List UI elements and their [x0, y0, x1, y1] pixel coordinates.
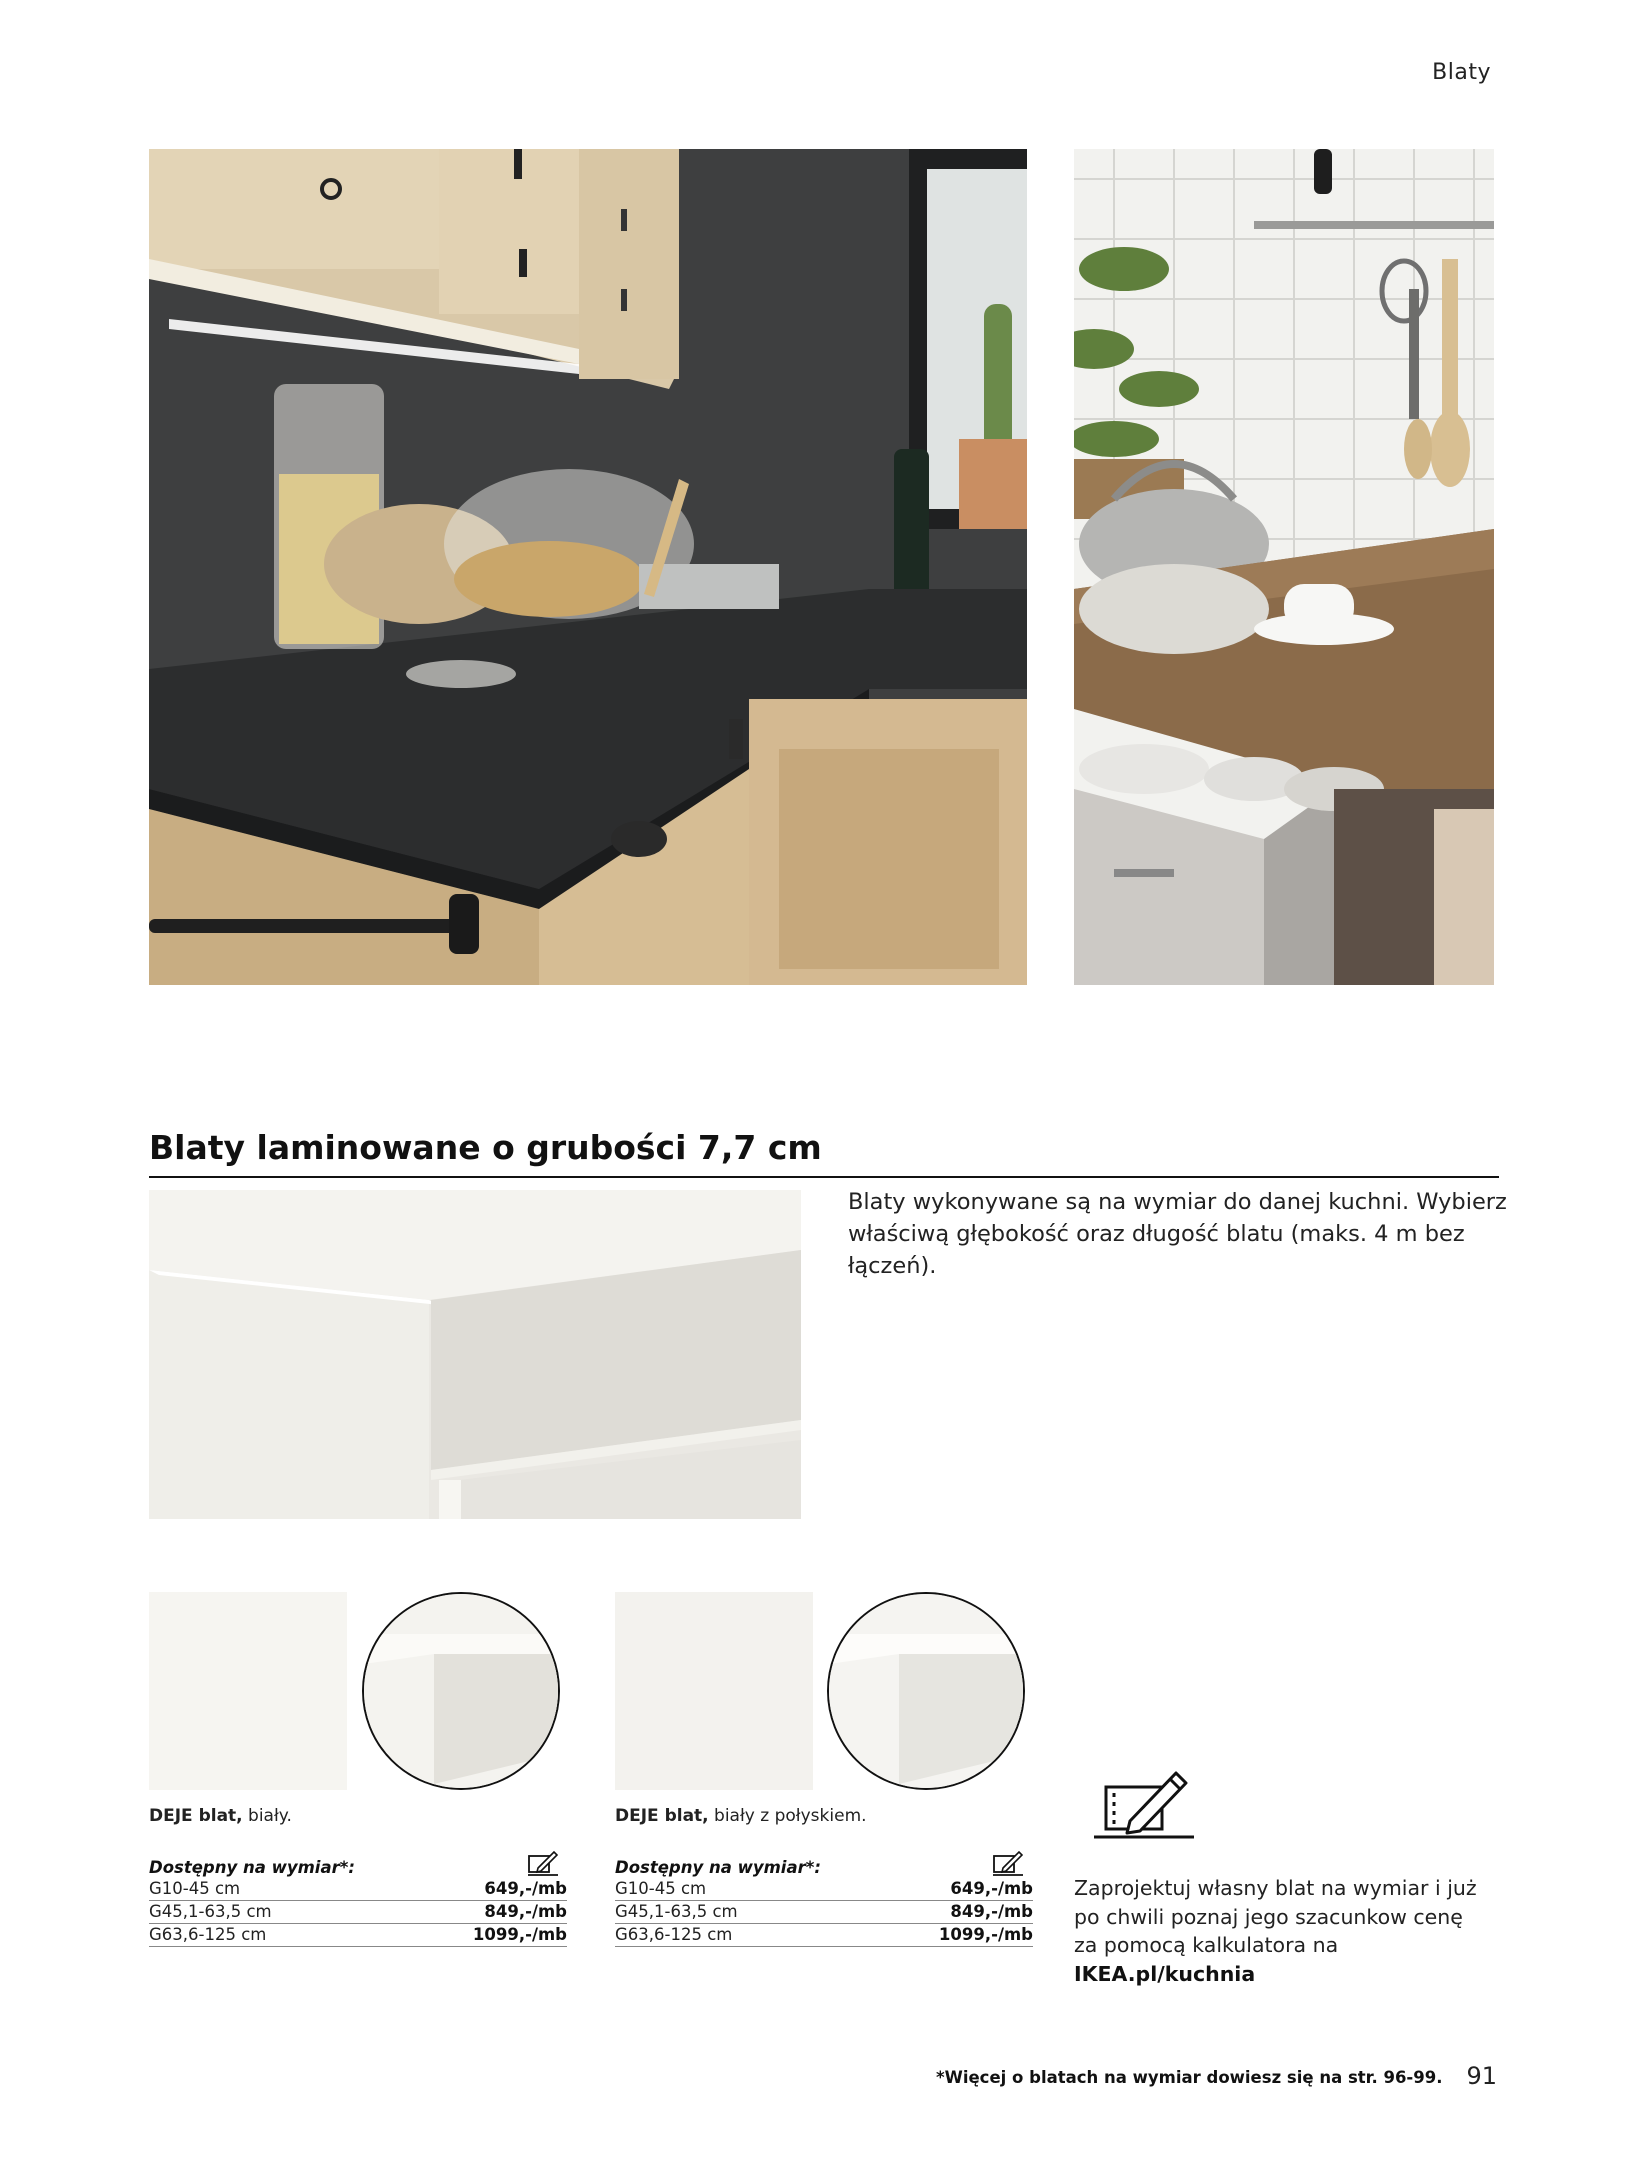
price-table	[149, 1878, 567, 1947]
product-swatch-deje-white	[149, 1592, 347, 1790]
calculator-promo-text	[1074, 1874, 1504, 1988]
price: 649,-/mb	[950, 1879, 1033, 1898]
kitchen-dark-countertop-photo	[149, 149, 1027, 985]
price-row	[149, 1924, 567, 1947]
price: 649,-/mb	[484, 1879, 567, 1898]
intro-text	[848, 1186, 1508, 1282]
product-edge-detail-deje-gloss	[827, 1592, 1025, 1790]
price-row	[615, 1878, 1033, 1901]
price-row	[615, 1901, 1033, 1924]
intro-line-2: właściwą głębokość oraz długość blatu (maks. 4 m bez łączeń).	[848, 1221, 1465, 1279]
product-name	[615, 1806, 867, 1826]
product-swatch-deje-gloss	[615, 1592, 813, 1790]
price-row	[149, 1901, 567, 1924]
size: G10-45 cm	[615, 1879, 707, 1898]
promo-link[interactable]: IKEA.pl/kuchnia	[1074, 1961, 1256, 1986]
footnote: *Więcej o blatach na wymiar dowiesz się na str. 96-99.	[936, 2068, 1443, 2087]
edit-pencil-icon	[528, 1850, 558, 1876]
size: G63,6-125 cm	[615, 1925, 733, 1944]
product-name-bold: DEJE blat,	[615, 1806, 709, 1826]
availability-label: Dostępny na wymiar*:	[615, 1858, 821, 1877]
price-table	[615, 1878, 1033, 1947]
heading-rule	[149, 1176, 1499, 1178]
promo-line-3	[1074, 1931, 1504, 1988]
product-name-rest: biały.	[242, 1806, 292, 1826]
product-name-bold: DEJE blat,	[149, 1806, 243, 1826]
price: 849,-/mb	[950, 1902, 1033, 1921]
edit-pencil-icon	[993, 1850, 1023, 1876]
intro-line-1: Blaty wykonywane są na wymiar do danej kuchni. Wybierz	[848, 1189, 1507, 1215]
availability-label: Dostępny na wymiar*:	[149, 1858, 355, 1877]
promo-line-3-prefix: za pomocą kalkulatora na	[1074, 1933, 1339, 1957]
price-row	[615, 1924, 1033, 1947]
size: G45,1-63,5 cm	[615, 1902, 738, 1921]
white-laminate-countertop-photo	[149, 1190, 801, 1519]
page-number: 91	[1466, 2062, 1497, 2090]
promo-line-1: Zaprojektuj własny blat na wymiar i już	[1074, 1876, 1477, 1900]
section-heading: Blaty laminowane o grubości 7,7 cm	[149, 1128, 822, 1167]
price: 849,-/mb	[484, 1902, 567, 1921]
product-name	[149, 1806, 292, 1826]
kitchen-wall-rail-photo	[1074, 149, 1494, 985]
product-edge-detail-deje-white	[362, 1592, 560, 1790]
price: 1099,-/mb	[472, 1925, 567, 1944]
size: G63,6-125 cm	[149, 1925, 267, 1944]
price: 1099,-/mb	[938, 1925, 1033, 1944]
price-row	[149, 1878, 567, 1901]
promo-line-2: po chwili poznaj jego szacunkow cenę	[1074, 1904, 1463, 1929]
section-label: Blaty	[1432, 60, 1491, 85]
measure-design-icon	[1094, 1765, 1194, 1841]
size: G10-45 cm	[149, 1879, 241, 1898]
product-name-rest: biały z połyskiem.	[708, 1806, 867, 1826]
size: G45,1-63,5 cm	[149, 1902, 272, 1921]
